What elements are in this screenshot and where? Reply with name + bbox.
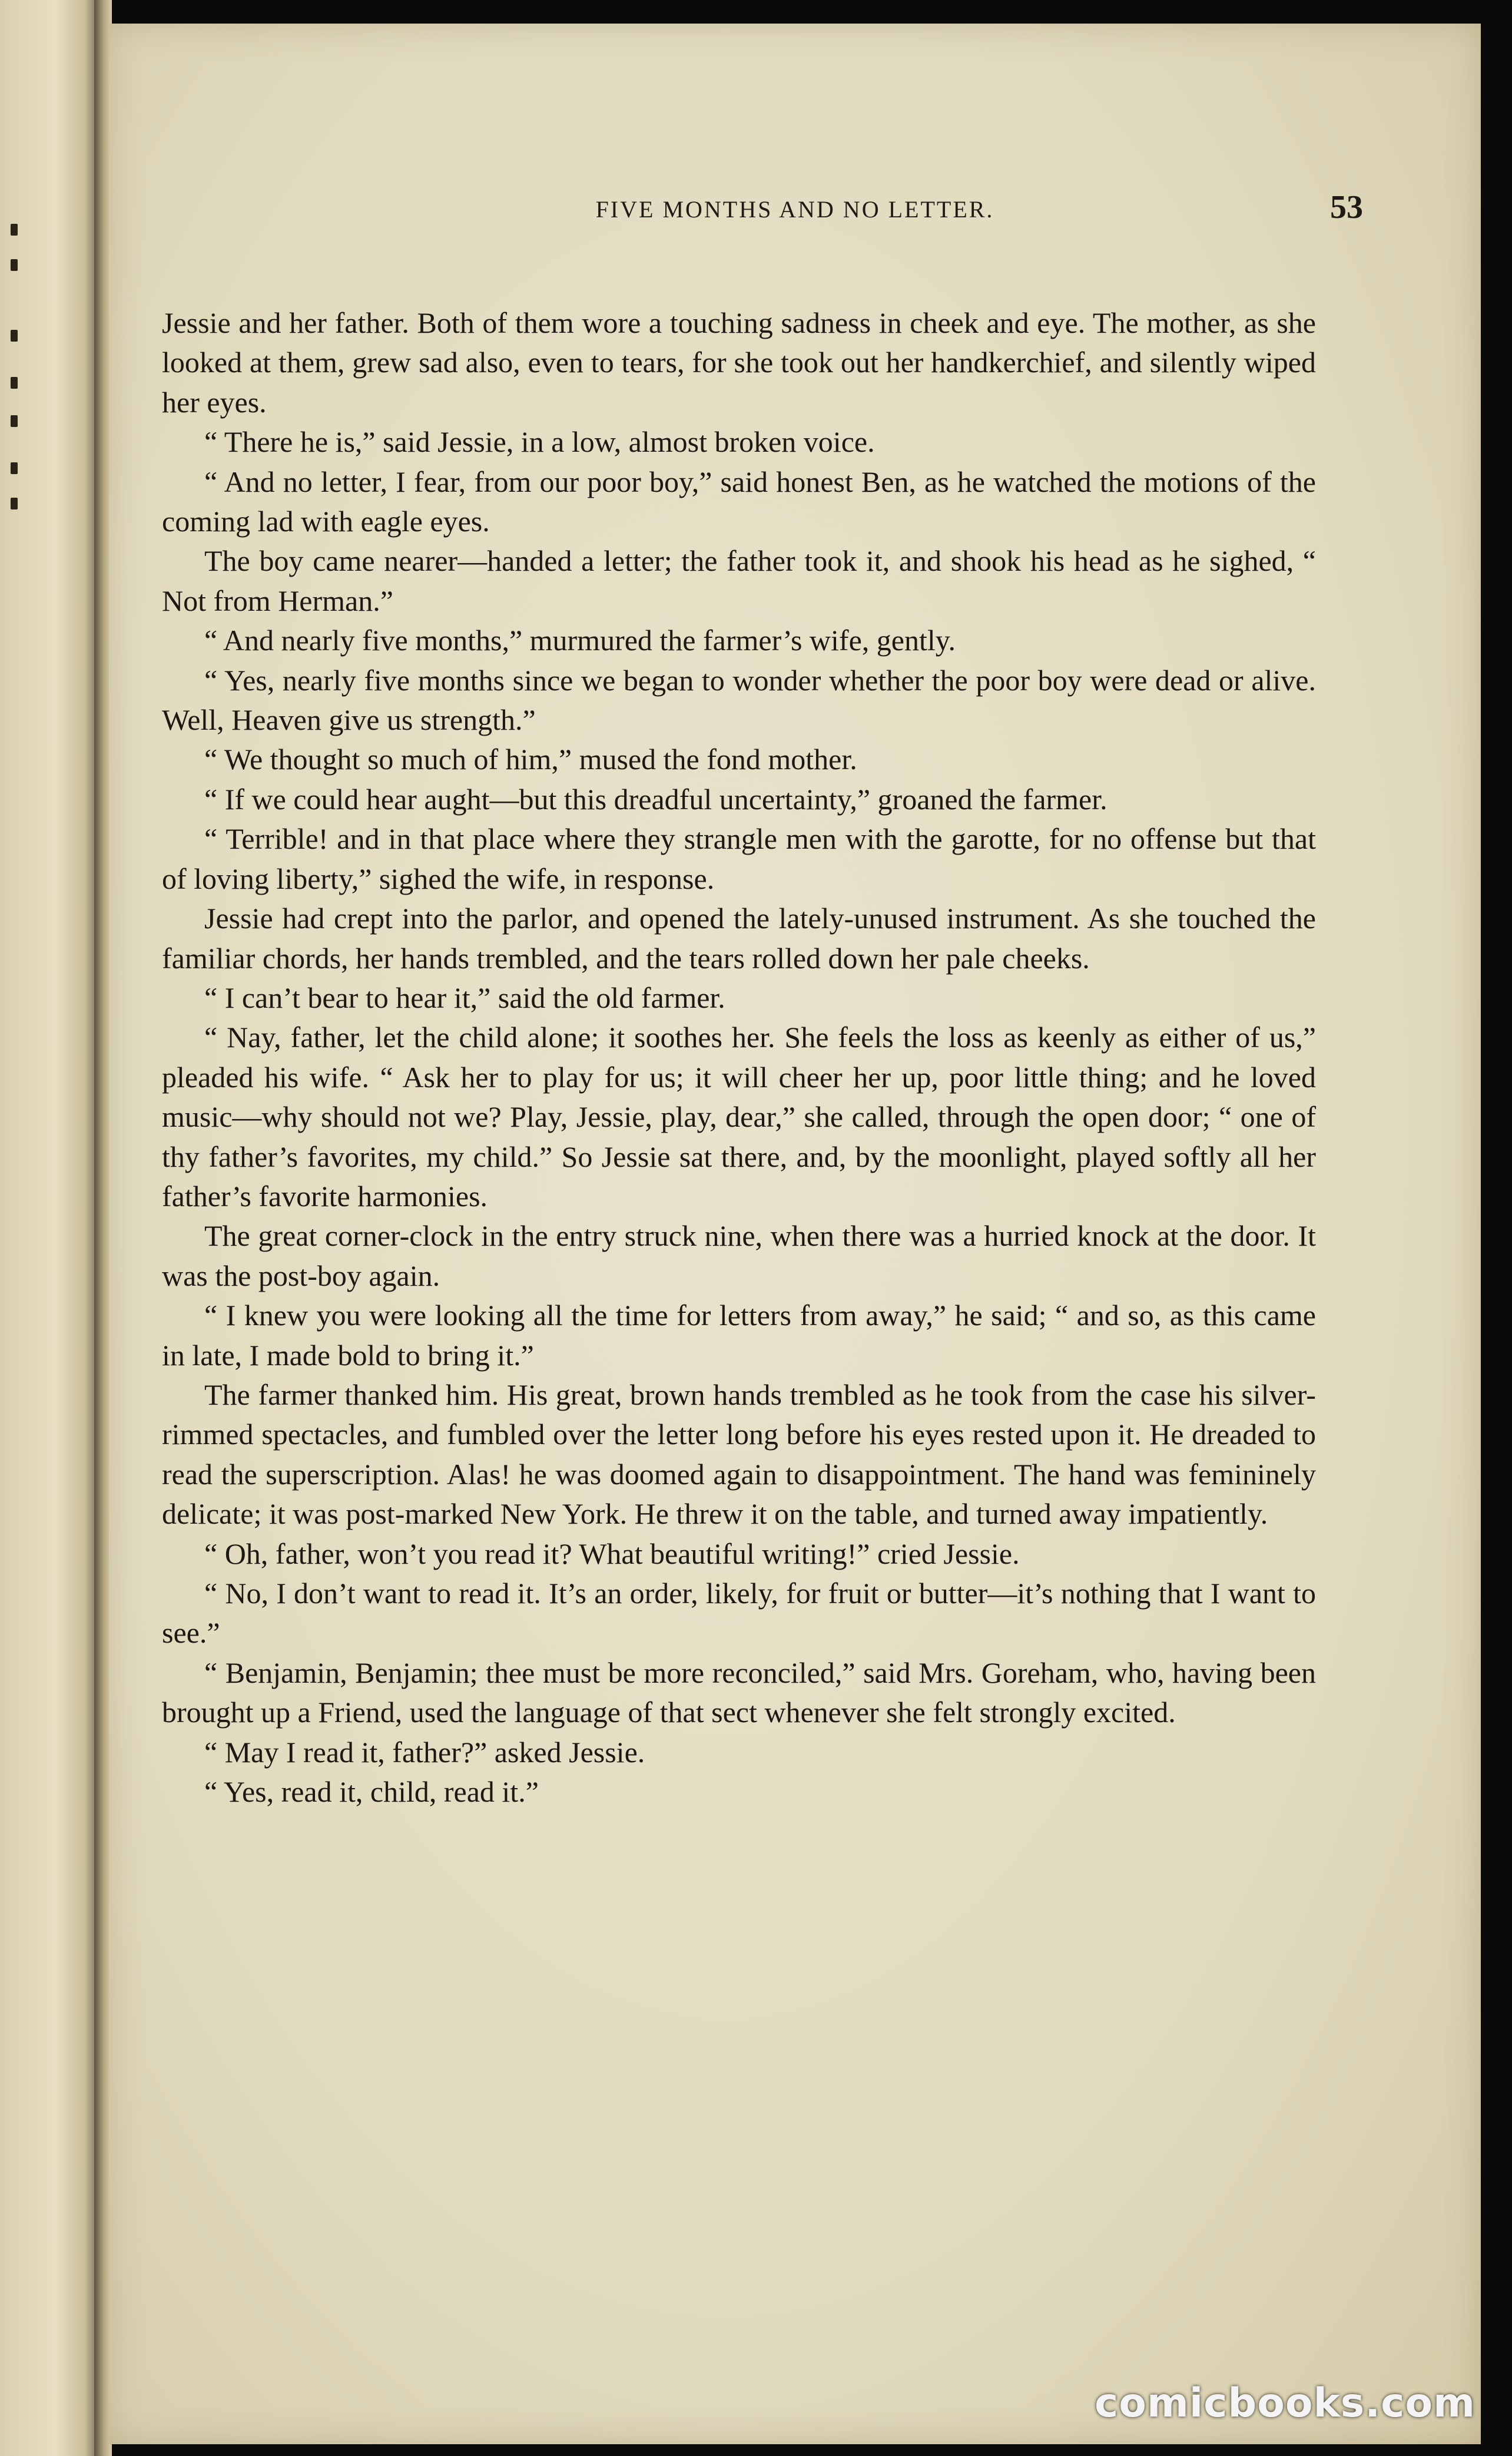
paragraph: “ I knew you were looking all the time for letters from away,” he said; “ and so, as this came in late, I made bold to bring it.” [162, 1299, 1316, 1372]
paragraph: “ If we could hear aught—but this dreadful uncertainty,” groaned the farmer. [204, 782, 1108, 816]
margin-character [11, 377, 18, 389]
paragraph: The great corner-clock in the entry struck nine, when there was a hurried knock at the door. It was the post-boy again. [162, 1219, 1316, 1292]
margin-character [11, 462, 18, 474]
paragraph: “ I can’t bear to hear it,” said the old farmer. [204, 981, 725, 1014]
paragraph: “ May I read it, father?” asked Jessie. [204, 1735, 645, 1769]
paragraph: “ Benjamin, Benjamin; thee must be more reconciled,” said Mrs. Goreham, who, having been brought up a Friend, used the language of that sect whenever she felt strongly excited. [162, 1656, 1316, 1729]
paragraph: “ Nay, father, let the child alone; it soothes her. She feels the loss as keenly as either of us,” pleaded his wife. “ Ask her to play for us; it will cheer her up, poor little thing; and he loved music—why should not we? Play, Jessie, play, dear,” she called, through the open door; “ one of thy father’s favorites, my child.” So Jessie sat there, and, by the moonlight, played softly all her father’s favorite harmonies. [162, 1021, 1316, 1213]
margin-character [11, 259, 18, 271]
margin-character [11, 415, 18, 427]
book-page [109, 24, 1481, 2444]
paragraph: “ No, I don’t want to read it. It’s an order, likely, for fruit or butter—it’s nothing that I want to see.” [162, 1577, 1316, 1650]
running-head-title: FIVE MONTHS AND NO LETTER. [595, 196, 994, 223]
paragraph: “ Terrible! and in that place where they strangle men with the garotte, for no offense but that of loving liberty,” sighed the wife, in response. [162, 822, 1316, 895]
site-watermark: comicbooks.com [1094, 2380, 1475, 2427]
page-number: 53 [1330, 189, 1363, 226]
paragraph: “ Yes, read it, child, read it.” [204, 1775, 539, 1809]
margin-character [11, 498, 18, 509]
running-head [144, 188, 1445, 230]
paragraph: “ And nearly five months,” murmured the farmer’s wife, gently. [204, 624, 956, 657]
paragraph: Jessie had crept into the parlor, and opened the lately-unused instrument. As she touched the familiar chords, her hands trembled, and the tears rolled down her pale cheeks. [162, 902, 1316, 975]
paragraph: “ Oh, father, won’t you read it? What beautiful writing!” cried Jessie. [204, 1537, 1020, 1570]
paragraph: “ There he is,” said Jessie, in a low, almost broken voice. [204, 425, 875, 459]
page-body-text [162, 303, 1316, 1812]
paragraph: “ And no letter, I fear, from our poor boy,” said honest Ben, as he watched the motions of the coming lad with eagle eyes. [162, 465, 1316, 538]
paragraph: The farmer thanked him. His great, brown hands trembled as he took from the case his silver-rimmed spectacles, and fumbled over the letter long before his eyes rested upon it. He dreaded to read the superscription. Alas! he was doomed again to disappointment. The hand was femininely delicate; it was post-marked New York. He threw it on the table, and turned away impatiently. [162, 1378, 1316, 1531]
paragraph: The boy came nearer—handed a letter; the father took it, and shook his head as he sighed, “ Not from Herman.” [162, 544, 1316, 617]
margin-character [11, 330, 18, 342]
paragraph: “ We thought so much of him,” mused the fond mother. [204, 743, 857, 776]
paragraph: “ Yes, nearly five months since we began to wonder whether the poor boy were dead or alive. Well, Heaven give us strength.” [162, 663, 1316, 737]
paragraph: Jessie and her father. Both of them wore a touching sadness in cheek and eye. The mother, as she looked at them, grew sad also, even to tears, for she took out her handkerchief, and silently wiped her eyes. [162, 306, 1316, 419]
previous-page-edge [0, 0, 100, 2456]
margin-character [11, 224, 18, 236]
